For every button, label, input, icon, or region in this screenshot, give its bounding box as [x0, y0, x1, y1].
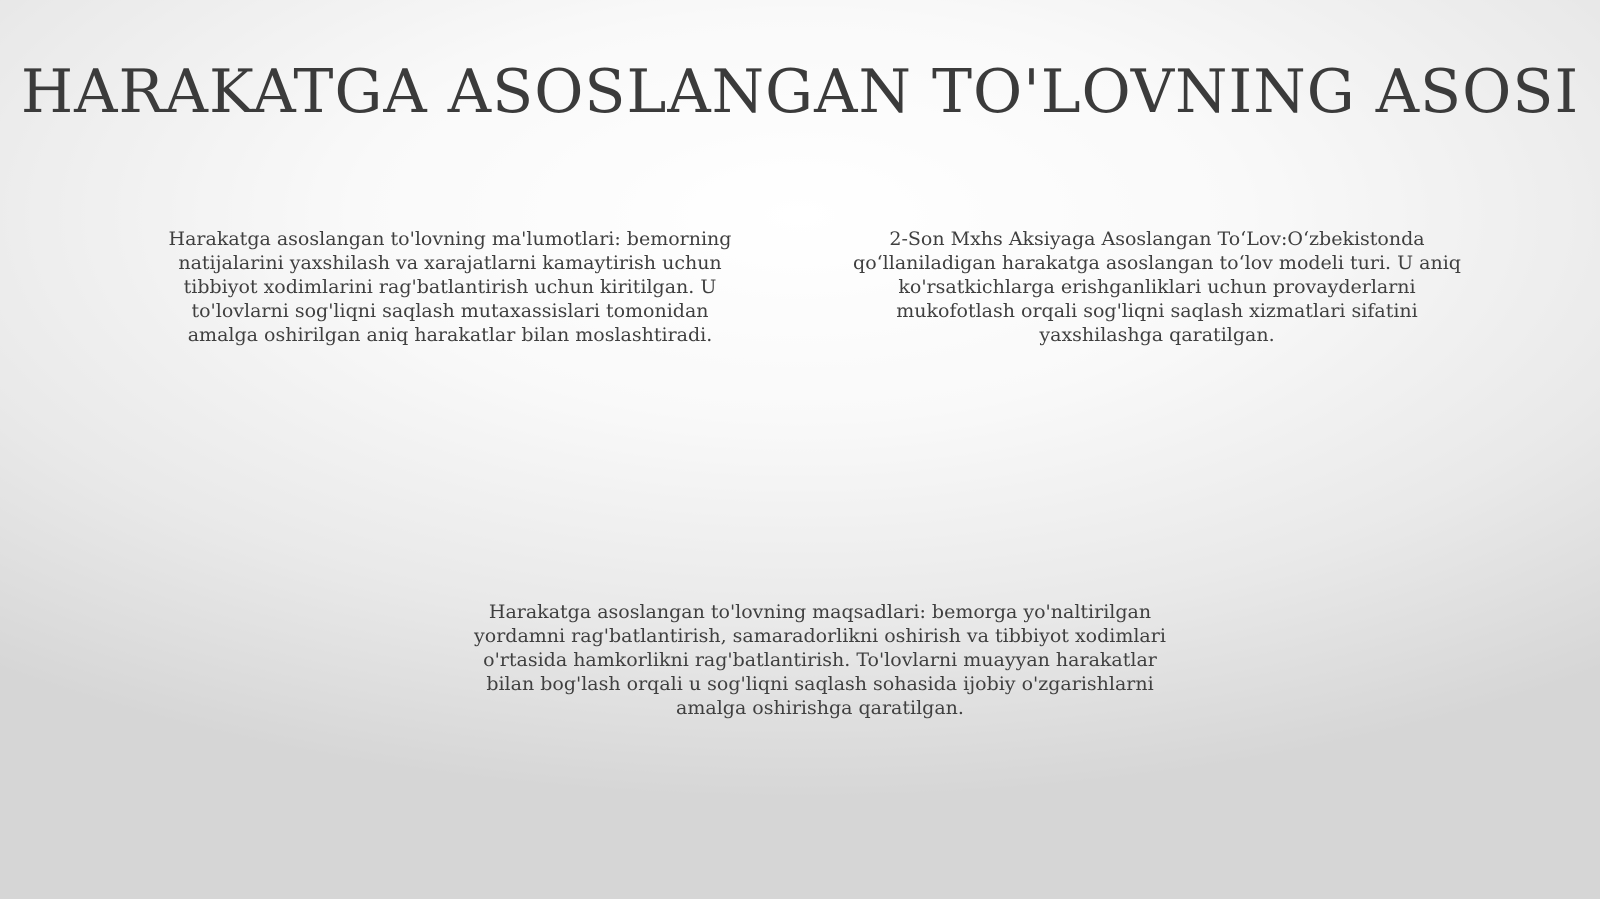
text-block-background: Harakatga asoslangan to'lovning ma'lumotlari: bemorning natijalarini yaxshilash va xarajatlarni kamaytirish uchun tibbiyot xodimlarini rag'batlantirish uchun kiritilgan. U to'lovlarni sog'liqni saqlash mutaxassislari tomonidan amalga oshirilgan aniq harakatlar bilan moslashtiradi.	[168, 228, 732, 346]
slide-title: HARAKATGA ASOSLANGAN TO'LOVNING ASOSI	[20, 57, 1580, 127]
text-block-goals: Harakatga asoslangan to'lovning maqsadlari: bemorga yo'naltirilgan yordamni rag'batlantirish, samaradorlikni oshirish va tibbiyot xodimlari o'rtasida hamkorlikni rag'batlantirish. To'lovlarni muayyan harakatlar bilan bog'lash orqali u sog'liqni saqlash sohasida ijobiy o'zgarishlarni amalga oshirishga qaratilgan.	[474, 601, 1166, 719]
text-block-model: 2-Son Mxhs Aksiyaga Asoslangan To‘Lov:O‘zbekistonda qo‘llaniladigan harakatga asoslangan to‘lov modeli turi. U aniq ko'rsatkichlarga erishganliklari uchun provayderlarni mukofotlash orqali sog'liqni saqlash xizmatlari sifatini yaxshilashga qaratilgan.	[853, 228, 1461, 346]
